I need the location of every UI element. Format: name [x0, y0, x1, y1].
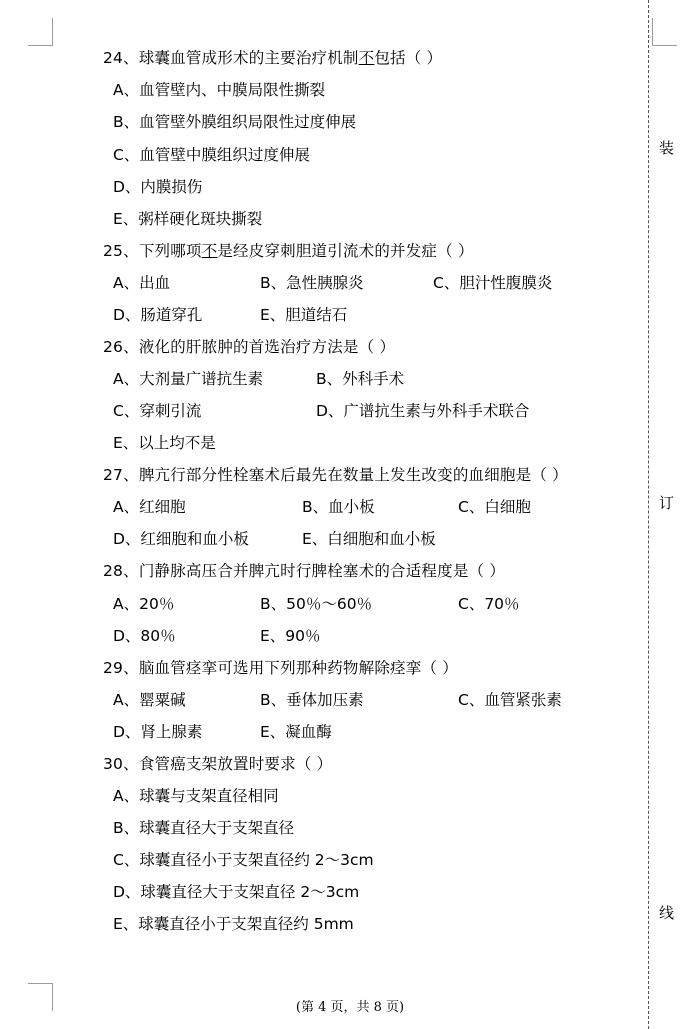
- q29-option-a: A、罂粟碱: [113, 691, 186, 709]
- q27-option-b: B、血小板: [302, 498, 375, 516]
- q24-option-c: C、血管壁中膜组织过度伸展: [113, 146, 310, 164]
- question-26-stem: 26、液化的肝脓肿的首选治疗方法是（ ）: [103, 338, 396, 356]
- stem-underlined: 不: [201, 242, 218, 260]
- q26-option-d: D、广谱抗生素与外科手术联合: [316, 402, 530, 420]
- question-25-stem: [103, 240, 474, 262]
- q30-option-a: A、球囊与支架直径相同: [113, 787, 279, 805]
- stem-text: 24、球囊血管成形术的主要治疗机制: [103, 49, 359, 67]
- q30-option-c: C、球囊直径小于支架直径约 2～3cm: [113, 851, 374, 869]
- binding-label-ding: 订: [659, 494, 675, 512]
- q30-option-d: D、球囊直径大于支架直径 2～3cm: [113, 883, 360, 901]
- q26-option-a: A、大剂量广谱抗生素: [113, 370, 264, 388]
- q27-option-a: A、红细胞: [113, 498, 186, 516]
- q24-option-d: D、内膜损伤: [113, 178, 203, 196]
- stem-underlined: 不: [358, 49, 375, 67]
- q25-option-c: C、胆汁性腹膜炎: [433, 274, 553, 292]
- q29-option-b: B、垂体加压素: [260, 691, 364, 709]
- corner-mark-bottom-left-h: [28, 983, 53, 984]
- stem-text: 25、下列哪项: [103, 242, 202, 260]
- q26-option-b: B、外科手术: [316, 370, 405, 388]
- q26-option-e: E、以上均不是: [113, 434, 216, 452]
- q24-option-e: E、粥样硬化斑块撕裂: [113, 210, 263, 228]
- q29-option-d: D、肾上腺素: [113, 723, 203, 741]
- question-27-stem: 27、脾亢行部分性栓塞术后最先在数量上发生改变的血细胞是（ ）: [103, 466, 568, 484]
- q28-option-e: E、90％: [260, 627, 321, 645]
- corner-mark-top-right-v: [652, 18, 653, 46]
- q30-option-e: E、球囊直径小于支架直径约 5mm: [113, 915, 354, 933]
- question-29-stem: 29、脑血管痉挛可选用下列那种药物解除痉挛（ ）: [103, 659, 458, 677]
- page-number-footer: (第 4 页，共 8 页): [295, 1000, 405, 1015]
- question-24-stem: [103, 47, 442, 69]
- q24-option-a: A、血管壁内、中膜局限性撕裂: [113, 81, 326, 99]
- q25-option-a: A、出血: [113, 274, 171, 292]
- question-28-stem: 28、门静脉高压合并脾亢时行脾栓塞术的合适程度是（ ）: [103, 562, 506, 580]
- q28-option-a: A、20％: [113, 595, 175, 613]
- q27-option-c: C、白细胞: [458, 498, 531, 516]
- q29-option-c: C、血管紧张素: [458, 691, 562, 709]
- q29-option-e: E、凝血酶: [260, 723, 332, 741]
- q30-option-b: B、球囊直径大于支架直径: [113, 819, 295, 837]
- q25-option-b: B、急性胰腺炎: [260, 274, 364, 292]
- binding-dashed-line: [648, 0, 649, 1029]
- stem-text: 是经皮穿刺胆道引流术的并发症（ ）: [217, 242, 474, 260]
- q28-option-b: B、50％～60％: [260, 595, 373, 613]
- q26-option-c: C、穿刺引流: [113, 402, 202, 420]
- corner-mark-top-right-h: [652, 45, 677, 46]
- binding-label-zhuang: 装: [659, 139, 675, 157]
- q27-option-d: D、红细胞和血小板: [113, 530, 249, 548]
- question-30-stem: 30、食管癌支架放置时要求（ ）: [103, 755, 333, 773]
- binding-label-xian: 线: [659, 904, 675, 922]
- q28-option-c: C、70％: [458, 595, 520, 613]
- q28-option-d: D、80％: [113, 627, 176, 645]
- stem-text: 包括（ ）: [374, 49, 443, 67]
- corner-mark-top-left-v: [52, 18, 53, 46]
- q24-option-b: B、血管壁外膜组织局限性过度伸展: [113, 113, 357, 131]
- q27-option-e: E、白细胞和血小板: [302, 530, 436, 548]
- corner-mark-top-left-h: [28, 45, 53, 46]
- q25-option-e: E、胆道结石: [260, 306, 348, 324]
- q25-option-d: D、肠道穿孔: [113, 306, 203, 324]
